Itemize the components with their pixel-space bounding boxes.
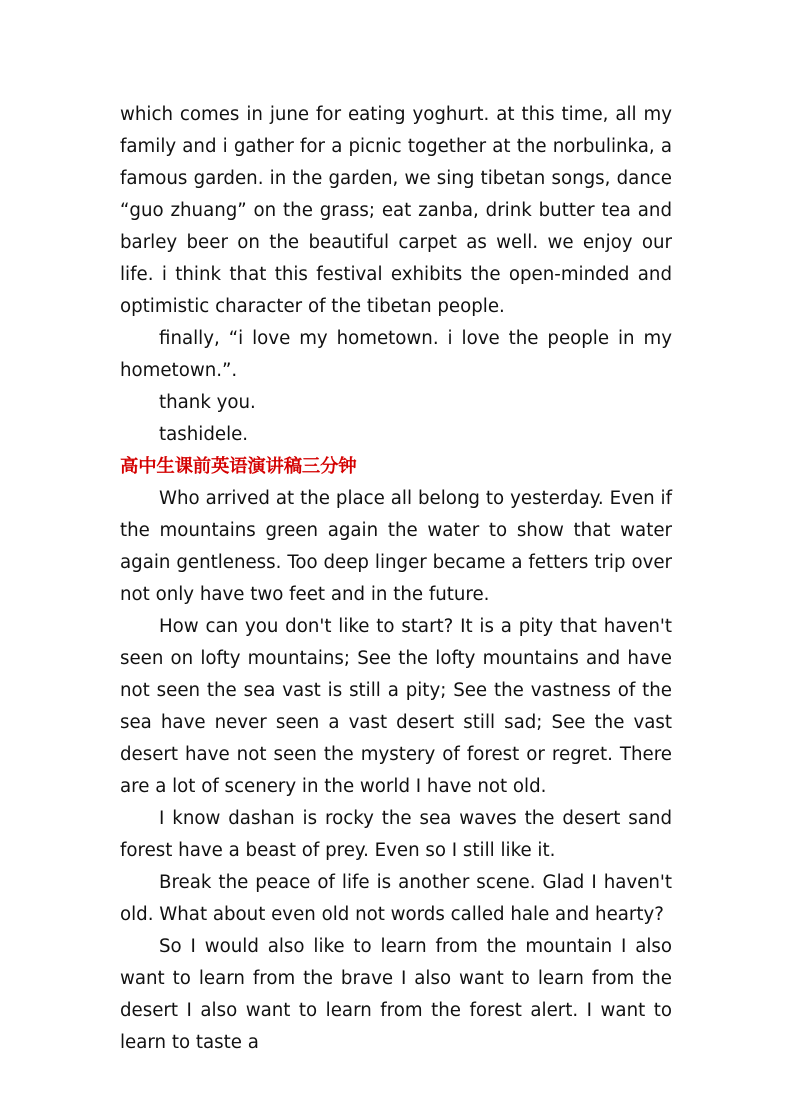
paragraph-yesterday: Who arrived at the place all belong to yesterday. Even if the mountains green again the water to show that water again gentleness. Too deep linger became a fetters trip over not only have two feet and in the future.	[120, 488, 672, 605]
paragraph-tashidele: tashidele.	[159, 424, 249, 445]
paragraph-dashan: I know dashan is rocky the sea waves the desert sand forest have a beast of prey. Even so I still like it.	[120, 808, 672, 861]
document-page	[120, 99, 672, 1059]
paragraph-finally: finally, “i love my hometown. i love the people in my hometown.”.	[120, 328, 672, 381]
paragraph-lofty-mountains: How can you don't like to start? It is a pity that haven't seen on lofty mountains; See the lofty mountains and have not seen the sea vast is still a pity; See the vastness of the sea have never seen a vast desert still sad; See the vast desert have not seen the mystery of forest or regret. There are a lot of scenery in the world I have not old.	[120, 616, 672, 797]
paragraph-peace-of-life: Break the peace of life is another scene. Glad I haven't old. What about even old not words called hale and hearty?	[120, 872, 672, 925]
paragraph-festival: which comes in june for eating yoghurt. at this time, all my family and i gather for a picnic together at the norbulinka, a famous garden. in the garden, we sing tibetan songs, dance “guo zhuang” on the grass; eat zanba, drink butter tea and barley beer on the beautiful carpet as well. we enjoy our life. i think that this festival exhibits the open-minded and optimistic character of the tibetan people.	[120, 104, 672, 317]
paragraph-learn-from: So I would also like to learn from the mountain I also want to learn from the brave I also want to learn from the desert I also want to learn from the forest alert. I want to learn to taste a	[120, 936, 672, 1053]
paragraph-thank-you: thank you.	[159, 392, 256, 413]
section-heading: 高中生课前英语演讲稿三分钟	[120, 456, 357, 477]
